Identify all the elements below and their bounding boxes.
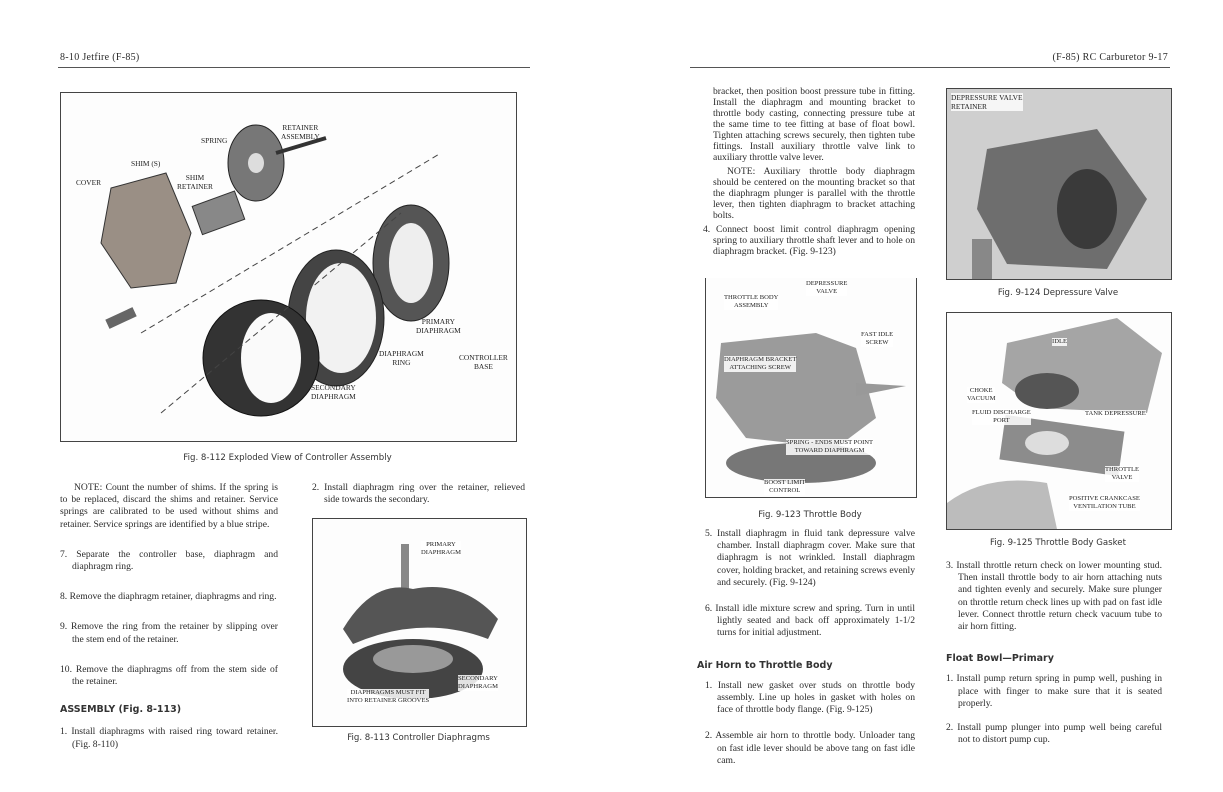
continued-text: bracket, then position boost pressure tube in fitting. Install the diaphragm and mounting bracket to throttle body casting, connecting pressure tube at the same time to tee fitting at base of float bowl. Tighten attaching screws securely, then tighten tube fittings. Install auxiliary throttle valve link to auxiliary throttle valve lever. [713, 86, 915, 163]
caption-fig-9-125: Fig. 9-125 Throttle Body Gasket [990, 538, 1126, 548]
exploded-view-drawing [61, 93, 516, 441]
figure-8-112 [60, 92, 517, 442]
label-retainer-assembly: RETAINER ASSEMBLY [281, 123, 320, 141]
throttle-body-photo [706, 278, 916, 497]
caption-fig-8-113: Fig. 8-113 Controller Diaphragms [347, 733, 490, 743]
note-shims: NOTE: Count the number of shims. If the spring is to be replaced, discard the shims and retainer. Service springs are calibrated to be used without shims and retainer. Service springs are identified by a blue stripe. [60, 482, 278, 530]
right-page-header: (F-85) RC Carburetor 9-17 [1052, 52, 1168, 63]
step-4: 4. Connect boost limit control diaphragm opening spring to auxiliary throttle shaft lever and to hole on diaphragm bracket. (Fig. 9-123) [703, 224, 915, 257]
label-controller-base: CONTROLLER BASE [459, 353, 508, 371]
note-diaphragm: NOTE: Auxiliary throttle body diaphragm should be centered on the mounting bracket so that the diaphragm plunger is parallel with the throttle lever, then tighten diaphragm to bracket attaching bolts. [713, 166, 915, 221]
label-tank-depressure: TANK DEPRESSURE [1085, 410, 1146, 417]
air-horn-step-1: 1. Install new gasket over studs on throttle body assembly. Line up holes in gasket with holes on face of throttle body flange. (Fig. 9-125) [705, 679, 915, 716]
label-primary-diaphragm-2: PRIMARY DIAPHRAGM [421, 541, 461, 556]
label-bracket-screw: DIAPHRAGM BRACKET ATTACHING SCREW [724, 356, 797, 371]
right-column-1-bottom [697, 528, 915, 767]
label-throttle-valve: THROTTLE VALVE [1105, 466, 1140, 481]
figure-9-123 [705, 278, 917, 498]
caption-fig-9-124: Fig. 9-124 Depressure Valve [997, 288, 1119, 298]
step-10: 10. Remove the diaphragms off from the stem side of the retainer. [60, 663, 278, 688]
label-depressure-valve: DEPRESSURE VALVE [806, 280, 848, 295]
label-pcv-tube: POSITIVE CRANKCASE VENTILATION TUBE [1069, 495, 1140, 510]
label-throttle-body-assembly: THROTTLE BODY ASSEMBLY [724, 294, 779, 309]
caption-fig-9-123: Fig. 9-123 Throttle Body [758, 510, 862, 520]
step-9: 9. Remove the ring from the retainer by slipping over the stem end of the retainer. [60, 621, 278, 645]
label-cover: COVER [76, 178, 102, 187]
label-shims: SHIM (S) [131, 159, 161, 168]
label-idle: IDLE [1052, 338, 1068, 345]
left-column-1 [60, 482, 278, 751]
step-3: 3. Install throttle return check on lower mounting stud. Then install throttle body to air horn attaching nuts and tighten evenly and securely. Make sure plunger on throttle return check lines up with pad on fast idle lever. Connect throttle return check vacuum tube to air horn fitting. [946, 560, 1162, 633]
step-8: 8. Remove the diaphragm retainer, diaphragms and ring. [60, 591, 277, 603]
right-header-rule [690, 67, 1170, 68]
left-header-rule [58, 67, 530, 68]
left-page-header: 8-10 Jetfire (F-85) [60, 52, 140, 63]
label-must-fit: DIAPHRAGMS MUST FIT INTO RETAINER GROOVES [347, 689, 430, 704]
label-spring-ends: SPRING - ENDS MUST POINT TOWARD DIAPHRAGM [786, 439, 874, 454]
right-column-2 [946, 560, 1162, 746]
left-column-2 [312, 482, 525, 506]
label-diaphragm-ring: DIAPHRAGM RING [379, 349, 424, 367]
label-secondary-diaphragm: SECONDARY DIAPHRAGM [311, 383, 356, 401]
caption-fig-8-112: Fig. 8-112 Exploded View of Controller Assembly [183, 453, 392, 463]
step-2: 2. Install diaphragm ring over the retainer, relieved side towards the secondary. [312, 482, 525, 506]
assembly-step-1: 1. Install diaphragms with raised ring toward retainer. (Fig. 8-110) [60, 726, 278, 750]
figure-9-124 [946, 88, 1172, 280]
label-spring: SPRING [201, 136, 228, 145]
step-7: 7. Separate the controller base, diaphragm and diaphragm ring. [60, 548, 278, 573]
right-column-1-top [697, 86, 915, 257]
label-boost-limit: BOOST LIMIT CONTROL [764, 479, 806, 494]
label-depressure-valve-retainer: DEPRESSURE VALVE RETAINER [951, 93, 1023, 111]
label-fluid-discharge: FLUID DISCHARGE PORT [972, 409, 1031, 424]
label-fast-idle-screw: FAST IDLE SCREW [861, 331, 894, 346]
figure-8-113 [312, 518, 527, 727]
assembly-heading: ASSEMBLY (Fig. 8-113) [60, 704, 182, 716]
label-primary-diaphragm: PRIMARY DIAPHRAGM [416, 317, 461, 335]
air-horn-step-2: 2. Assemble air horn to throttle body. Unloader tang on fast idle lever should be above tang on fast idle cam. [705, 730, 915, 766]
float-bowl-step-1: 1. Install pump return spring in pump well, pushing in place with finger to make sure that it is seated properly. [946, 673, 1162, 709]
label-choke-vacuum: CHOKE VACUUM [967, 387, 996, 402]
step-5: 5. Install diaphragm in fluid tank depressure valve chamber. Install diaphragm cover. Make sure that diaphragm is not wrinkled. Install diaphragm cover, holding bracket, and retaining screws evenly and securely. (Fig. 9-124) [705, 528, 915, 588]
step-6: 6. Install idle mixture screw and spring. Turn in until lightly seated and back off approximately 1-1/2 turns for initial adjustment. [705, 603, 915, 639]
label-shim-retainer: SHIM RETAINER [177, 173, 213, 191]
float-bowl-step-2: 2. Install pump plunger into pump well being careful not to distort pump cup. [946, 722, 1162, 746]
figure-9-125 [946, 312, 1172, 530]
label-secondary-diaphragm-2: SECONDARY DIAPHRAGM [458, 675, 498, 690]
depressure-valve-photo [947, 89, 1171, 279]
float-bowl-heading: Float Bowl—Primary [946, 653, 1054, 665]
air-horn-heading: Air Horn to Throttle Body [697, 659, 833, 671]
